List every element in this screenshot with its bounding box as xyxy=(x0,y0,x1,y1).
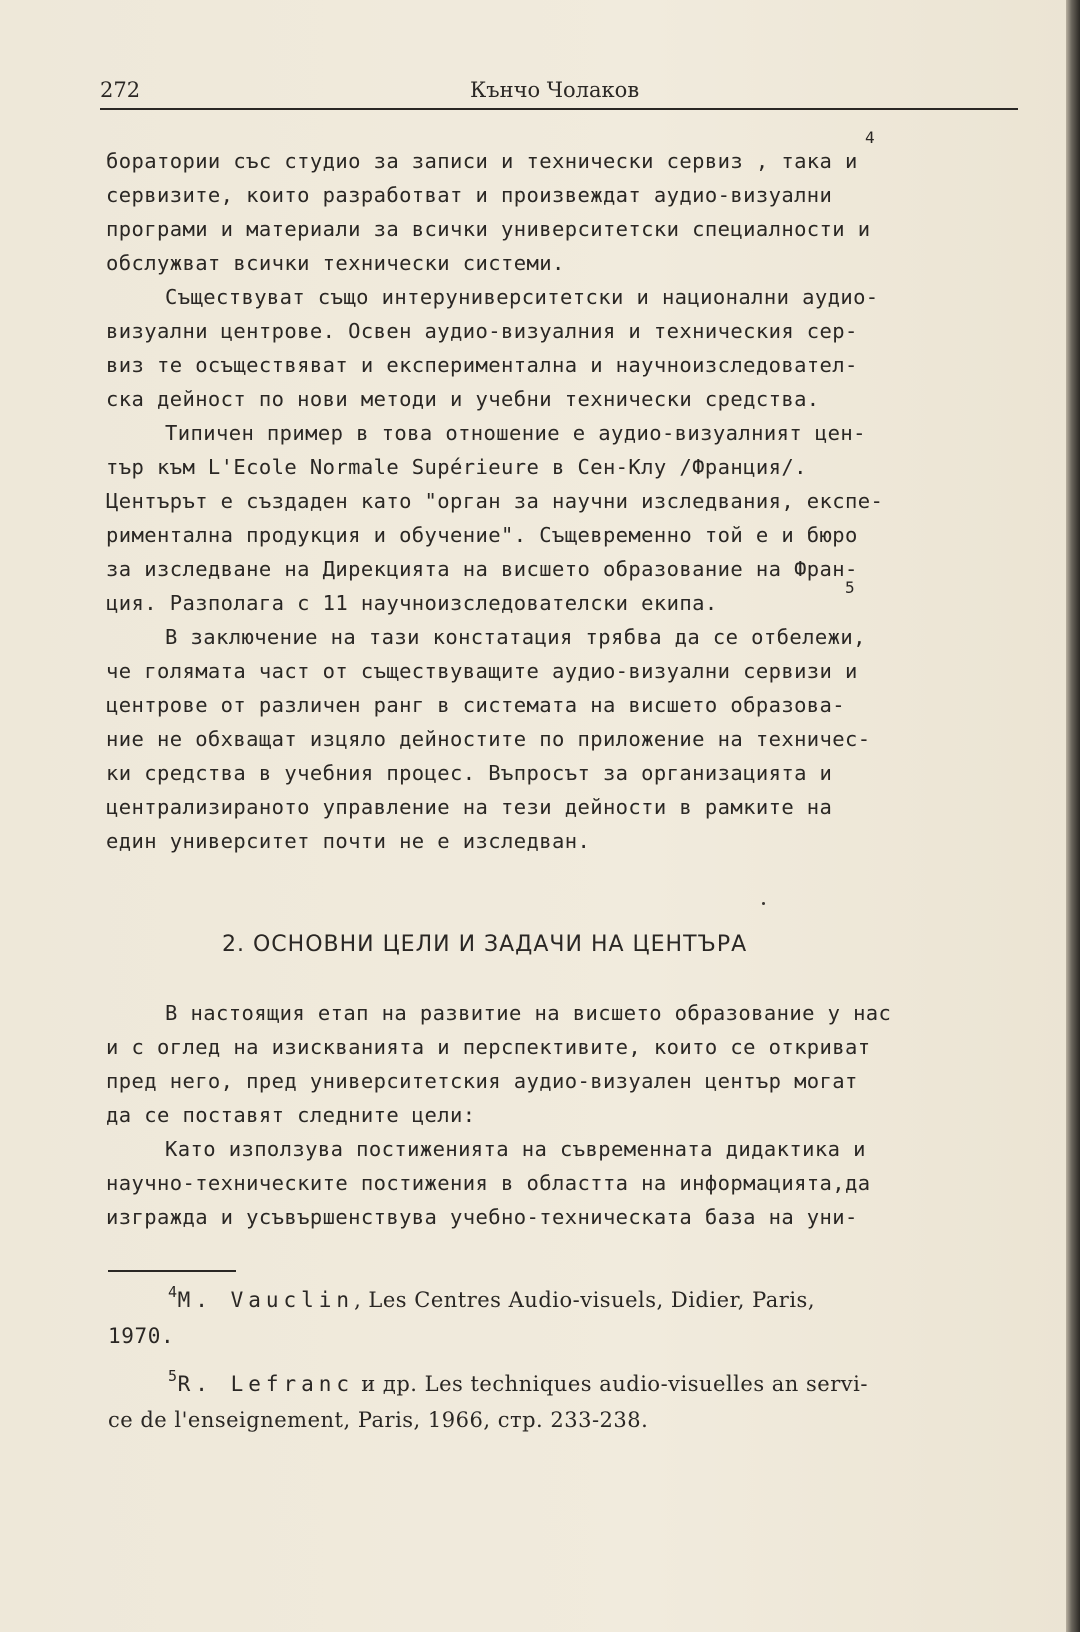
footnote-author: M. Vauclin xyxy=(177,1288,355,1312)
text-line: обслужват всички технически системи. xyxy=(106,251,565,275)
footnote-5-continued: ce de l'enseignement, Paris, 1966, стр. 233-238. xyxy=(108,1408,649,1432)
text-line: и с оглед на изискванията и перспективите, които се откриват xyxy=(106,1035,871,1059)
page-header xyxy=(100,78,1018,110)
text-line: виз те осъществяват и експериментална и научноизследовател- xyxy=(106,353,858,377)
text-line: В заключение на тази констатация трябва да се отбележи, xyxy=(165,625,866,649)
text-line: ки средства в учебния процес. Въпросът за организацията и xyxy=(106,761,833,785)
text-line: Центърът е създаден като "орган за научни изследвания, експе- xyxy=(106,489,884,513)
running-head: Кънчо Чолаков xyxy=(470,78,640,102)
footnote-ref-4: 4 xyxy=(865,128,875,147)
text-line: пред него, пред университетския аудио-визуален център могат xyxy=(106,1069,858,1093)
page-number: 272 xyxy=(100,78,141,102)
text-line: централизираното управление на тези дейности в рамките на xyxy=(106,795,833,819)
text-line: риментална продукция и обучение". Същевременно той е и бюро xyxy=(106,523,858,547)
text-line: ска дейност по нови методи и учебни технически средства. xyxy=(106,387,820,411)
text-line: тър към L'Ecole Normale Supérieure в Сен-Клу /Франция/. xyxy=(106,455,807,479)
footnote-text: и др. Les techniques audio-visuelles an servi- xyxy=(354,1372,868,1396)
text-line: един университет почти не е изследван. xyxy=(106,829,591,853)
text-line: научно-техническите постижения в областта на информацията,да xyxy=(106,1171,871,1195)
scan-speck xyxy=(762,902,765,905)
footnote-5 xyxy=(168,1367,868,1400)
text-line: ние не обхващат изцяло дейностите по приложение на техничес- xyxy=(106,727,871,751)
section-heading: 2. ОСНОВНИ ЦЕЛИ И ЗАДАЧИ НА ЦЕНТЪРА xyxy=(222,932,748,957)
text-line: боратории със студио за записи и технически сервиз , така и xyxy=(106,149,858,173)
footnote-text: , Les Centres Audio-visuels, Didier, Paris, xyxy=(354,1288,816,1312)
footnote-separator xyxy=(108,1270,236,1272)
footnote-mark: 5 xyxy=(168,1367,178,1385)
text-line: визуални центрове. Освен аудио-визуалния и техническия сер- xyxy=(106,319,858,343)
text-line: Съществуват също интеруниверситетски и национални аудио- xyxy=(165,285,879,309)
text-line: центрове от различен ранг в системата на висшето образова- xyxy=(106,693,846,717)
text-line: за изследване на Дирекцията на висшето образование на Фран- xyxy=(106,557,858,581)
footnote-ref-5: 5 xyxy=(845,578,855,597)
footnote-author: R. Lefranc xyxy=(177,1372,355,1396)
text-line: сервизите, които разработват и произвеждат аудио-визуални xyxy=(106,183,833,207)
text-line: Типичен пример в това отношение е аудио-визуалният цен- xyxy=(165,421,866,445)
text-line: да се поставят следните цели: xyxy=(106,1103,476,1127)
text-line: В настоящия етап на развитие на висшето образование у нас xyxy=(165,1001,892,1025)
footnote-4-continued: 1970. xyxy=(108,1324,175,1348)
text-line: изгражда и усъвършенствува учебно-техническата база на уни- xyxy=(106,1205,858,1229)
page-edge-shadow xyxy=(1066,0,1080,1632)
text-line: програми и материали за всички университетски специалности и xyxy=(106,217,871,241)
footnote-mark: 4 xyxy=(168,1283,178,1301)
text-line: че голямата част от съществуващите аудио-визуални сервизи и xyxy=(106,659,858,683)
footnote-4 xyxy=(168,1283,816,1316)
text-line: ция. Разполага с 11 научноизследователски екипа. xyxy=(106,591,718,615)
text-line: Като използува постиженията на съвременната дидактика и xyxy=(165,1137,866,1161)
